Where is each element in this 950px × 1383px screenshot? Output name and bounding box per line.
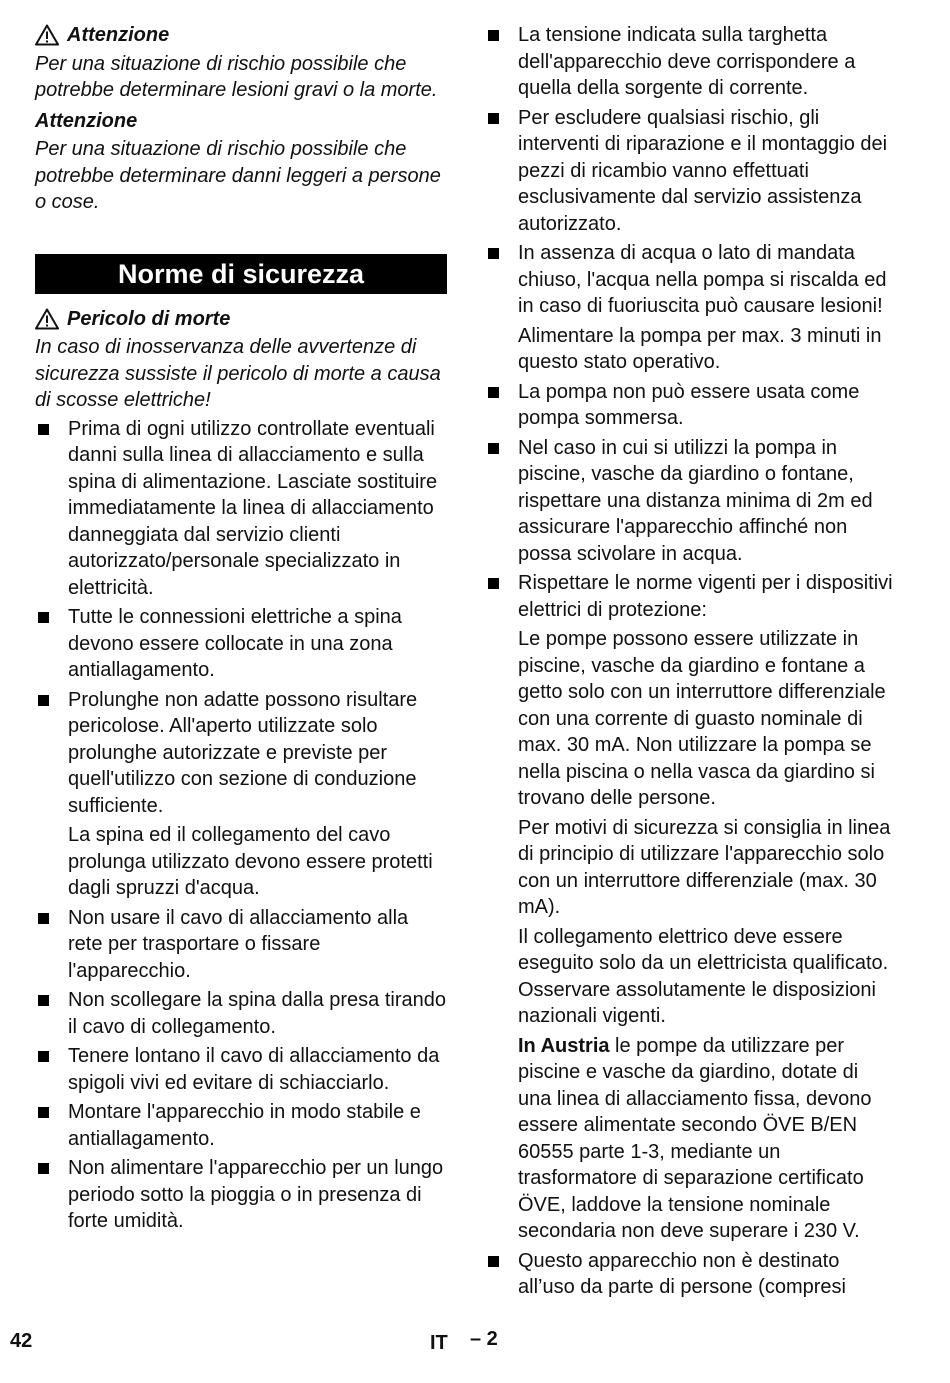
right-column <box>485 22 895 1304</box>
list-item: In assenza di acqua o lato di mandata chiuso, l'acqua nella pompa si riscalda ed in caso di fuoriuscita può causare lesioni! Alimentare la pompa per max. 3 minuti in questo stato operativo. <box>485 240 895 376</box>
language-code: IT <box>430 1332 448 1354</box>
list-item: Prolunghe non adatte possono risultare pericolose. All'aperto utilizzate solo prolunghe autorizzate e previste per quell'utilizzo con sezione di conduzione sufficiente. La spina ed il collegamento del cavo prolunga utilizzato devono essere protetti dagli spruzzi d'acqua. <box>35 687 447 902</box>
list-item: Tenere lontano il cavo di allacciamento da spigoli vivi ed evitare di schiacciarlo. <box>35 1043 447 1096</box>
protection-para: Le pompe possono essere utilizzate in piscine, vasche da giardino e fontane a getto solo con un interruttore differenziale con una corrente di guasto nominale di max. 30 mA. Non utilizzare la pompa se nella piscina o nella vasca da giardino si trovano delle persone. <box>518 628 886 809</box>
list-item: Per escludere qualsiasi rischio, gli interventi di riparazione e il montaggio dei pezzi di ricambio vanno effettuati esclusivamente dal servizio assistenza autorizzato. <box>485 105 895 238</box>
list-item: Non usare il cavo di allacciamento alla rete per trasportare o fissare l'apparecchio. <box>35 905 447 985</box>
austria-para: In Austria le pompe da utilizzare per piscine e vasche da giardino, dotate di una linea di allacciamento fissa, devono essere alimentate secondo ÖVE B/EN 60555 parte 1-3, mediante un trasformatore di separazione certificato ÖVE, laddove la tensione nominale secondaria non deve superare i 230 V. <box>518 1034 872 1242</box>
protection-para: Il collegamento elettrico deve essere eseguito solo da un elettricista qualificato. Osservare assolutamente le disposizioni nazionali vigenti. <box>518 925 889 1027</box>
warning-triangle-icon <box>35 308 59 330</box>
protection-para: Per motivi di sicurezza si consiglia in linea di principio di utilizzare l'apparecchio solo con un interruttore differenziale (max. 30 mA). <box>518 816 891 918</box>
warning-triangle-icon <box>35 24 59 46</box>
list-item: Questo apparecchio non è destinato all’uso da parte di persone (compresi <box>485 1248 895 1301</box>
list-item: Non alimentare l'apparecchio per un lungo periodo sotto la pioggia o in presenza di forte umidità. <box>35 1155 447 1235</box>
danger-text: In caso di inosservanza delle avvertenze di sicurezza sussiste il pericolo di morte a causa di scosse elettriche! <box>35 336 441 411</box>
section-heading: Norme di sicurezza <box>35 254 447 294</box>
list-item: Non scollegare la spina dalla presa tirando il cavo di collegamento. <box>35 987 447 1040</box>
left-column <box>35 22 447 1238</box>
page-number: 42 <box>10 1330 33 1352</box>
list-item: Rispettare le norme vigenti per i dispositivi elettrici di protezione: Le pompe possono essere utilizzate in piscine, vasche da giardino e fontane a getto solo con un interruttore differenziale con una corrente di guasto nominale di max. 30 mA. Non utilizzare la pompa se nella piscina o nella vasca da giardino si trovano delle persone. Per motivi di sicurezza si consiglia in linea di principio di utilizzare l'apparecchio solo con un interruttore differenziale (max. 30 mA). Il collegamento elettrico deve essere eseguito solo da un elettricista qualificato. Osservare assolutamente le disposizioni nazionali vigenti. In Austria le pompe da utilizzare per piscine e vasche da giardino, dotate di una linea di allacciamento fissa, devono essere alimentate secondo ÖVE B/EN 60555 parte 1-3, mediante un trasformatore di separazione certificato ÖVE, laddove la tensione nominale secondaria non deve superare i 230 V. <box>485 570 895 1245</box>
danger-title: Pericolo di morte <box>35 306 447 333</box>
warning-text: Per una situazione di rischio possibile che potrebbe determinare lesioni gravi o la morte. <box>35 52 438 101</box>
safety-list-right <box>485 22 895 1301</box>
caution-text: Per una situazione di rischio possibile che potrebbe determinare danni leggeri a persone o cose. <box>35 138 441 213</box>
list-item: Montare l'apparecchio in modo stabile e antiallagamento. <box>35 1099 447 1152</box>
list-item: Nel caso in cui si utilizzi la pompa in piscine, vasche da giardino o fontane, rispettare una distanza minima di 2m ed assicurare l'apparecchio affinché non possa scivolare in acqua. <box>485 435 895 568</box>
caution-title: Attenzione <box>35 109 138 132</box>
safety-list-left <box>35 416 447 1235</box>
list-item: Prima di ogni utilizzo controllate eventuali danni sulla linea di allacciamento e sulla spina di alimentazione. Lasciate sostituire immediatamente la linea di allacciamento danneggiata dal servizio clienti autorizzato/personale specializzato in elettricità. <box>35 416 447 602</box>
list-item-note: La spina ed il collegamento del cavo prolunga utilizzato devono essere protetti dagli spruzzi d'acqua. <box>68 824 433 899</box>
list-item-note: Alimentare la pompa per max. 3 minuti in questo stato operativo. <box>518 324 882 373</box>
section-page: – 2 <box>470 1328 498 1350</box>
list-item: La tensione indicata sulla targhetta dell'apparecchio deve corrispondere a quella della sorgente di corrente. <box>485 22 895 102</box>
list-item: La pompa non può essere usata come pompa sommersa. <box>485 379 895 432</box>
list-item: Tutte le connessioni elettriche a spina devono essere collocate in una zona antiallagamento. <box>35 604 447 684</box>
warning-title: Attenzione <box>35 22 447 49</box>
